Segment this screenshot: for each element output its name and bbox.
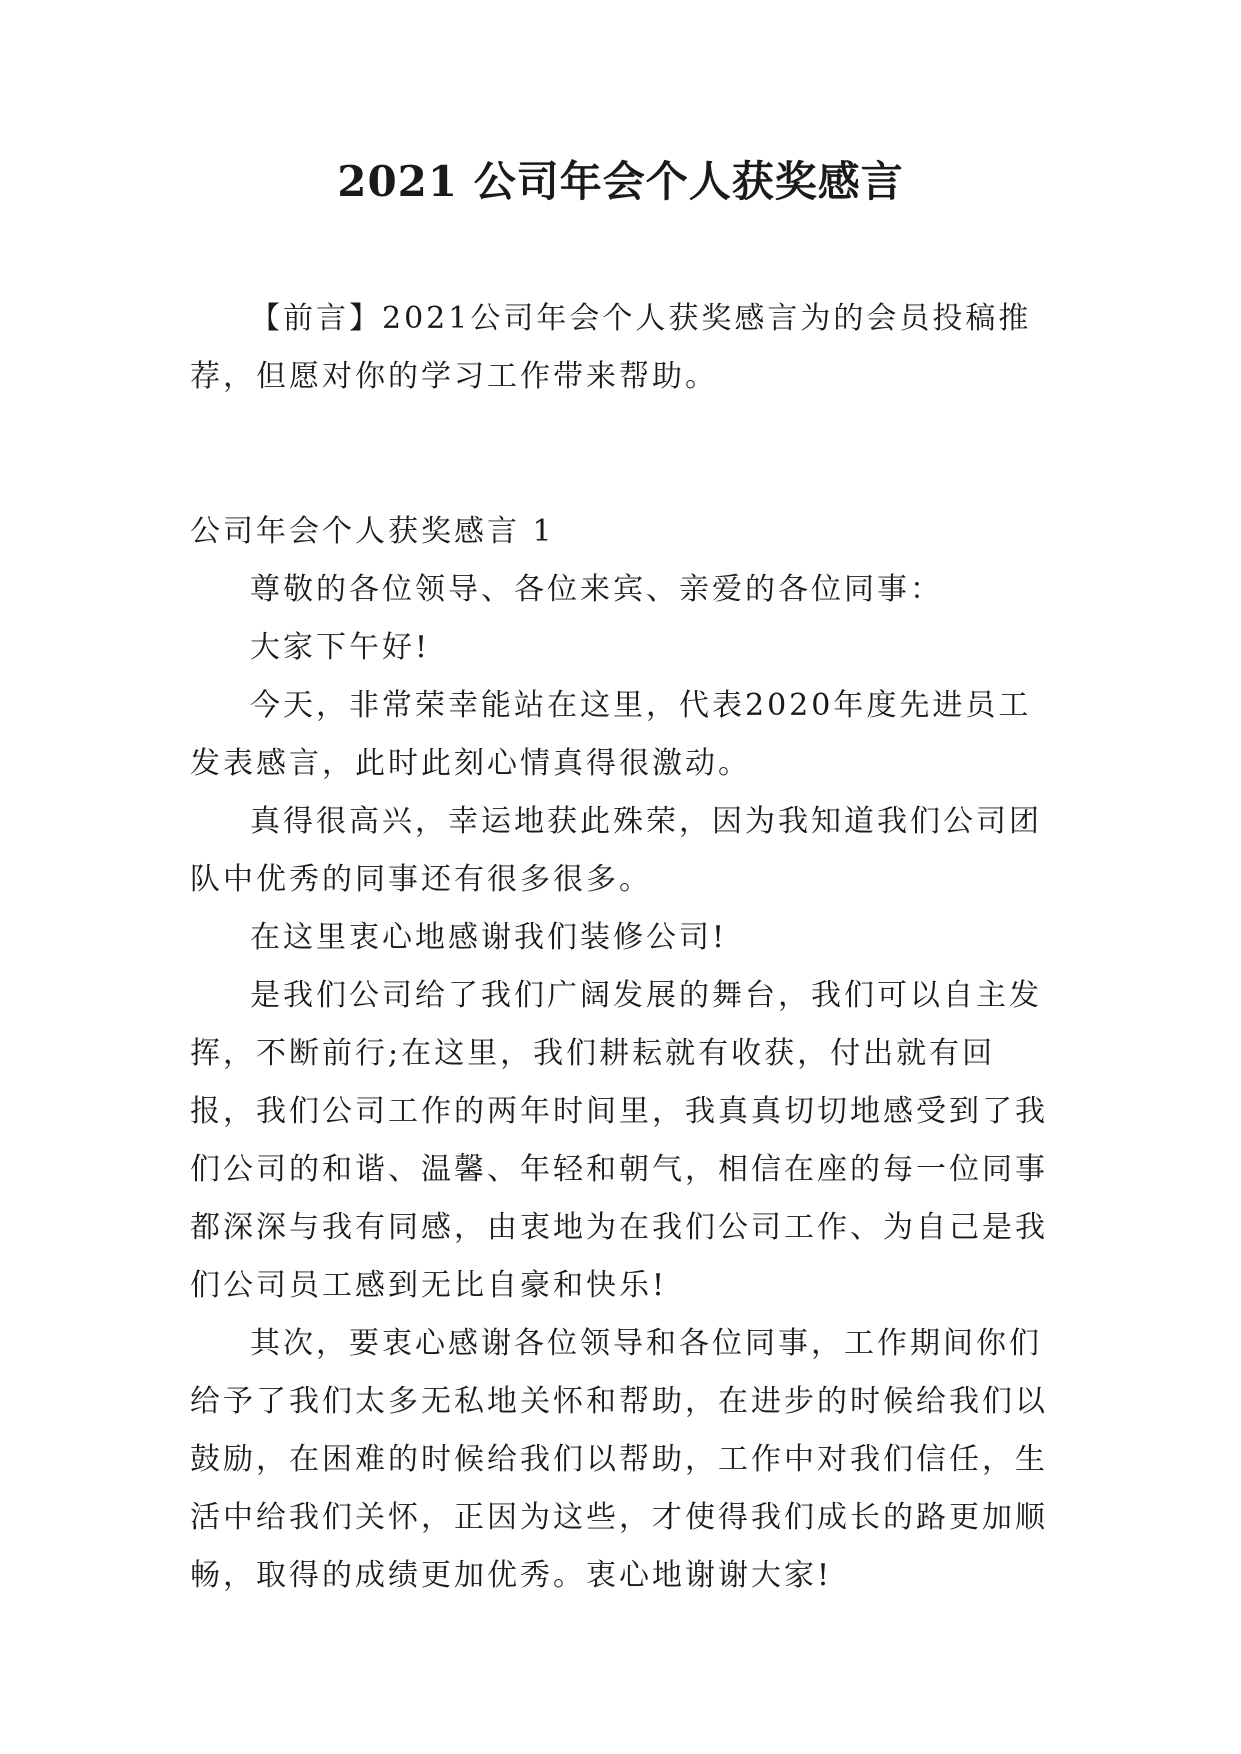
preface-paragraph: 【前言】2021公司年会个人获奖感言为的会员投稿推荐，但愿对你的学习工作带来帮助。	[190, 301, 1032, 394]
document-title: 2021 公司年会个人获奖感言	[337, 157, 904, 206]
document-body	[190, 290, 1050, 1605]
body-paragraph: 是我们公司给了我们广阔发展的舞台，我们可以自主发挥，不断前行;在这里，我们耕耘就有收获，付出就有回报，我们公司工作的两年时间里，我真真切切地感受到了我们公司的和谐、温馨、年轻和朝气，相信在座的每一位同事都深深与我有同感，由衷地为在我们公司工作、为自己是我们公司员工感到无比自豪和快乐!	[190, 978, 1048, 1303]
body-paragraph: 今天，非常荣幸能站在这里，代表2020年度先进员工发表感言，此时此刻心情真得很激动。	[190, 688, 1032, 781]
section-heading: 公司年会个人获奖感言 1	[190, 514, 555, 549]
body-paragraph: 其次，要衷心感谢各位领导和各位同事，工作期间你们给予了我们太多无私地关怀和帮助，在进步的时候给我们以鼓励，在困难的时候给我们以帮助，工作中对我们信任，生活中给我们关怀，正因为这些，才使得我们成长的路更加顺畅，取得的成绩更加优秀。衷心地谢谢大家!	[190, 1326, 1048, 1593]
body-paragraph: 大家下午好!	[250, 630, 431, 665]
body-paragraph: 在这里衷心地感谢我们装修公司!	[250, 920, 728, 955]
body-paragraph: 真得很高兴，幸运地获此殊荣，因为我知道我们公司团队中优秀的同事还有很多很多。	[190, 804, 1042, 897]
body-paragraph: 尊敬的各位领导、各位来宾、亲爱的各位同事：	[250, 572, 943, 607]
